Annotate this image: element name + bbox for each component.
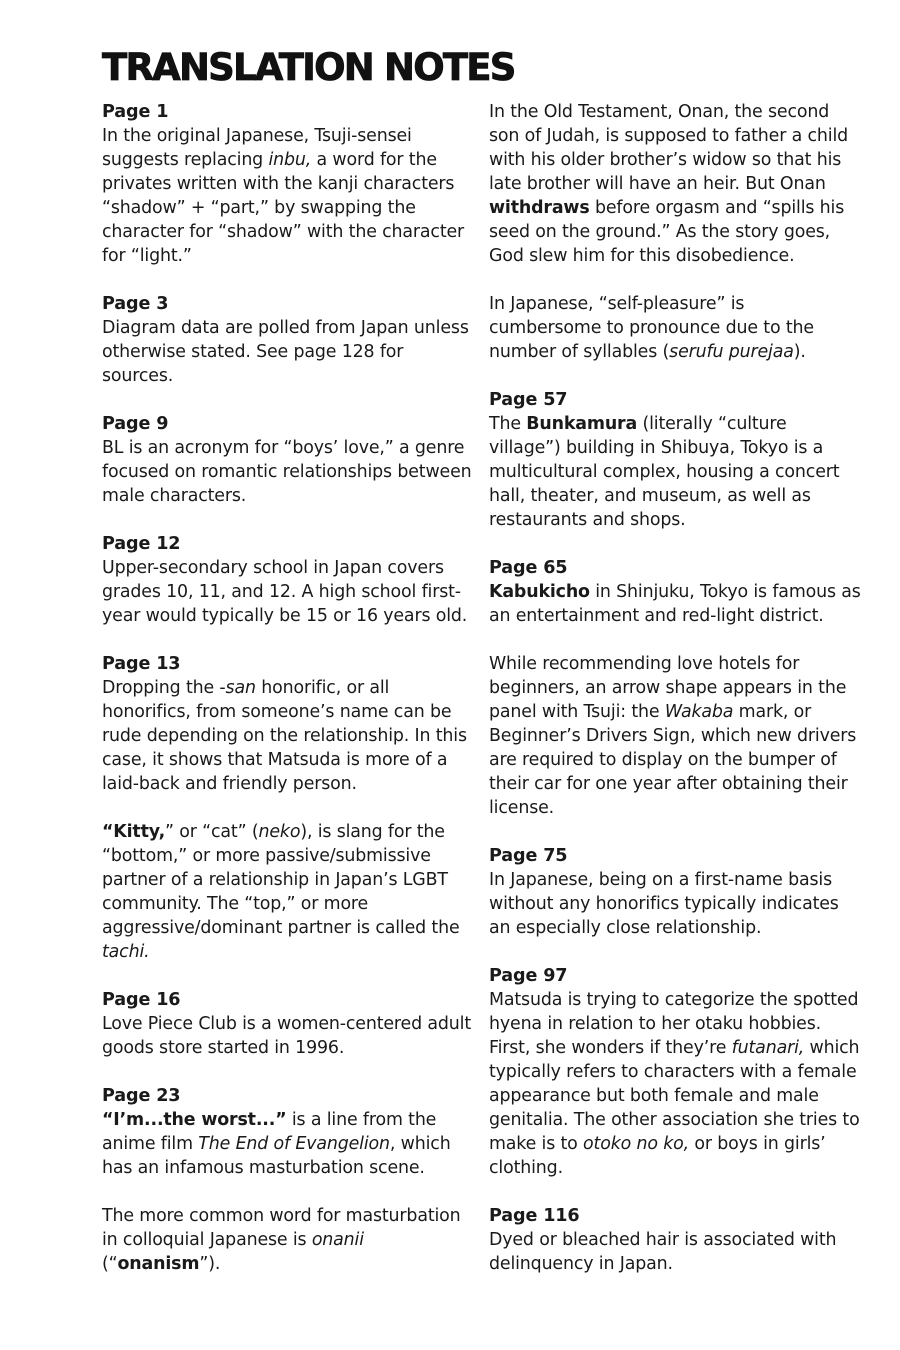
note-paragraph — [102, 1012, 474, 1060]
note-section — [102, 100, 474, 268]
note-page-heading: Page 116 — [489, 1206, 580, 1226]
italic-term: The End of Evangelion — [198, 1134, 390, 1154]
note-section — [102, 1084, 474, 1276]
text-run: ). — [793, 342, 806, 362]
note-page-heading: Page 16 — [102, 990, 181, 1010]
bold-term: “I’m...the worst...” — [102, 1110, 287, 1130]
note-section — [102, 532, 474, 628]
page-title: TRANSLATION NOTES — [102, 46, 515, 89]
text-run: (“ — [102, 1254, 118, 1274]
note-section — [102, 652, 474, 964]
note-paragraph — [489, 988, 861, 1180]
text-run: The — [489, 414, 527, 434]
text-run: or boys in girls’ clothing. — [489, 1134, 826, 1178]
note-section — [489, 100, 861, 364]
note-paragraph — [102, 124, 474, 268]
note-section — [489, 964, 861, 1180]
text-run: The more common word for masturbation in colloquial Japanese is — [102, 1206, 461, 1250]
note-page-heading: Page 97 — [489, 966, 568, 986]
text-run: Diagram data are polled from Japan unless otherwise stated. See page 128 for sources. — [102, 318, 469, 386]
bold-term: “Kitty, — [102, 822, 166, 842]
italic-term: serufu purejaa — [669, 342, 794, 362]
note-paragraph — [489, 1228, 861, 1276]
text-run: In Japanese, “self-pleasure” is cumbersome to pronounce due to the number of syllables ( — [489, 294, 814, 362]
note-paragraph — [102, 316, 474, 388]
bold-term: withdraws — [489, 198, 590, 218]
note-paragraph — [102, 436, 474, 508]
note-paragraph — [489, 292, 861, 364]
text-run: a word for the privates written with the kanji characters “shadow” + “part,” by swapping the character for “shadow” with the character for “light.” — [102, 150, 465, 266]
note-page-heading: Page 1 — [102, 102, 169, 122]
note-section — [102, 412, 474, 508]
note-paragraph — [489, 100, 861, 268]
text-run: In the Old Testament, Onan, the second son of Judah, is supposed to father a child with his older brother’s widow so that his late brother will have an heir. But Onan — [489, 102, 849, 194]
italic-term: tachi. — [102, 942, 150, 962]
note-paragraph — [102, 676, 474, 796]
note-paragraph — [489, 868, 861, 940]
note-paragraph — [489, 580, 861, 628]
note-page-heading: Page 3 — [102, 294, 169, 314]
italic-term: inbu, — [268, 150, 312, 170]
note-section — [102, 292, 474, 388]
note-section — [489, 1204, 861, 1276]
note-paragraph — [489, 412, 861, 532]
text-run: is a line from the anime film — [102, 1110, 437, 1154]
note-page-heading: Page 9 — [102, 414, 169, 434]
note-paragraph — [102, 1204, 474, 1276]
italic-term: onanii — [311, 1230, 364, 1250]
italic-term: neko — [258, 822, 301, 842]
note-paragraph — [102, 820, 474, 964]
note-section — [489, 388, 861, 532]
note-page-heading: Page 75 — [489, 846, 568, 866]
text-run: which typically refers to characters with a female appearance but both female and male genitalia. The other association she tries to make is to — [489, 1038, 860, 1154]
text-run: Matsuda is trying to categorize the spotted hyena in relation to her otaku hobbies. First, she wonders if they’re — [489, 990, 859, 1058]
italic-term: san — [225, 678, 256, 698]
left-column — [102, 100, 474, 1300]
text-run: BL is an acronym for “boys’ love,” a genre focused on romantic relationships between male characters. — [102, 438, 472, 506]
bold-term: Kabukicho — [489, 582, 590, 602]
note-page-heading: Page 65 — [489, 558, 568, 578]
text-run: before orgasm and “spills his seed on the ground.” As the story goes, God slew him for this disobedience. — [489, 198, 845, 266]
note-paragraph — [489, 652, 861, 820]
italic-term: Wakaba — [664, 702, 734, 722]
text-run: (literally “culture village”) building in Shibuya, Tokyo is a multicultural complex, housing a concert hall, theater, and museum, as well as restaurants and shops. — [489, 414, 840, 530]
text-run: While recommending love hotels for beginners, an arrow shape appears in the panel with Tsuji: the — [489, 654, 847, 722]
text-run: , which has an infamous masturbation scene. — [102, 1134, 451, 1178]
text-run: ”). — [199, 1254, 221, 1274]
italic-term: otoko no ko, — [583, 1134, 690, 1154]
text-run: Dropping the - — [102, 678, 226, 698]
note-page-heading: Page 23 — [102, 1086, 181, 1106]
note-page-heading: Page 12 — [102, 534, 181, 554]
note-paragraph — [102, 556, 474, 628]
bold-term: Bunkamura — [526, 414, 638, 434]
text-run: Love Piece Club is a women-centered adult goods store started in 1996. — [102, 1014, 471, 1058]
text-run: Dyed or bleached hair is associated with delinquency in Japan. — [489, 1230, 837, 1274]
text-run: In Japanese, being on a first-name basis without any honorifics typically indicates an especially close relationship. — [489, 870, 839, 938]
italic-term: futanari, — [731, 1038, 805, 1058]
text-run: in Shinjuku, Tokyo is famous as an entertainment and red-light district. — [489, 582, 861, 626]
text-run: mark, or Beginner’s Drivers Sign, which new drivers are required to display on the bumper of their car for one year after obtaining their license. — [489, 702, 857, 818]
note-section — [489, 844, 861, 940]
text-run: honorific, or all honorifics, from someone’s name can be rude depending on the relationship. In this case, it shows that Matsuda is more of a laid-back and friendly person. — [102, 678, 467, 794]
bold-term: onanism — [117, 1254, 200, 1274]
text-run: In the original Japanese, Tsuji-sensei suggests replacing — [102, 126, 412, 170]
note-section — [102, 988, 474, 1060]
note-paragraph — [102, 1108, 474, 1180]
text-run: ” or “cat” ( — [165, 822, 259, 842]
note-section — [489, 556, 861, 820]
note-page-heading: Page 57 — [489, 390, 568, 410]
note-page-heading: Page 13 — [102, 654, 181, 674]
text-run: Upper-secondary school in Japan covers grades 10, 11, and 12. A high school first-year would typically be 15 or 16 years old. — [102, 558, 468, 626]
text-run: ), is slang for the “bottom,” or more passive/submissive partner of a relationship in Japan’s LGBT community. The “top,” or more aggressive/dominant partner is called the — [102, 822, 460, 938]
right-column — [489, 100, 861, 1300]
